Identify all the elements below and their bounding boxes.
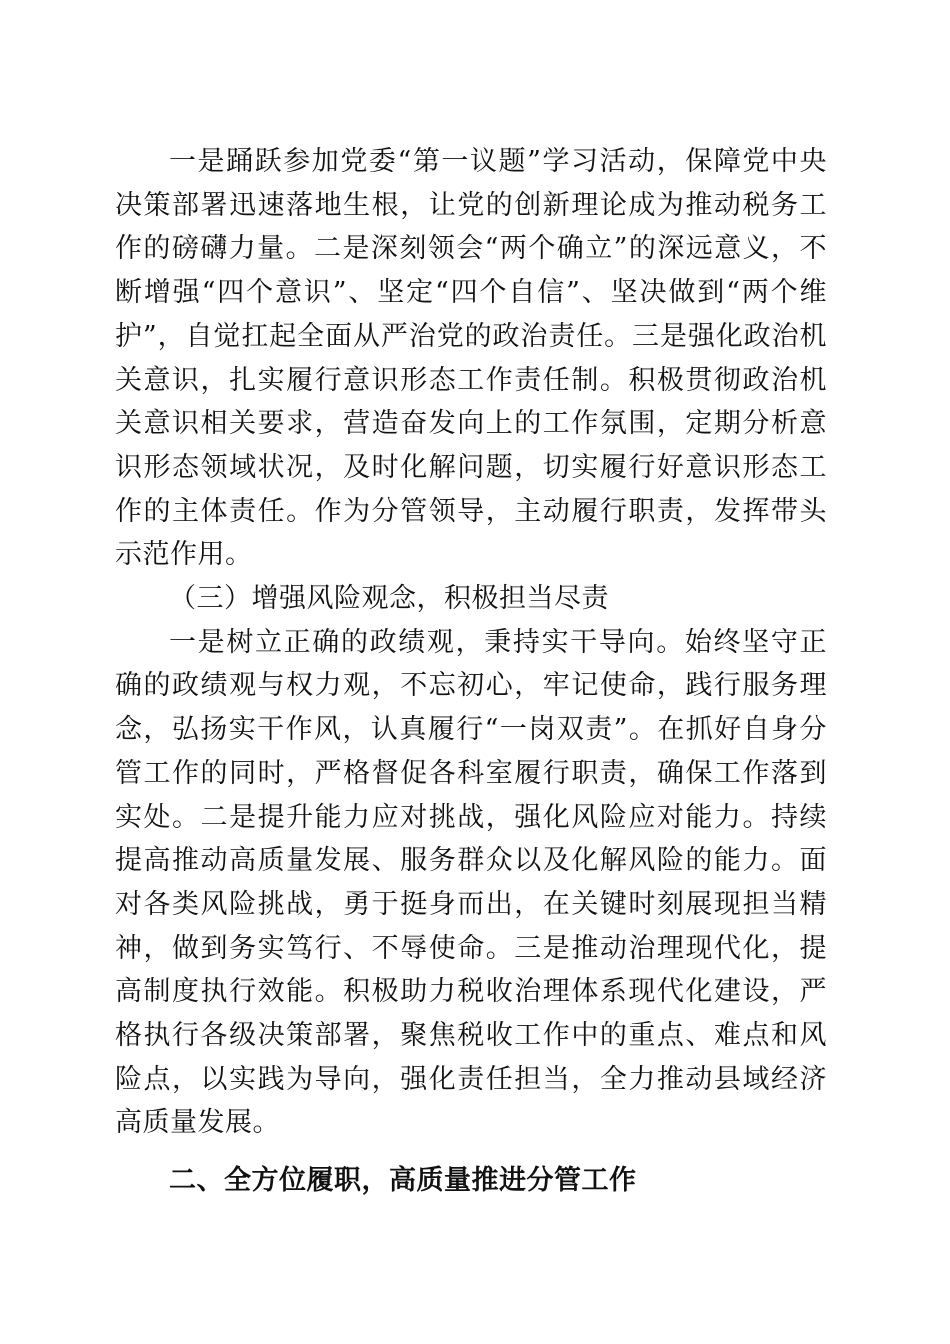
body-paragraph: 一是踊跃参加党委“第一议题”学习活动，保障党中央决策部署迅速落地生根，让党的创新理论成为推动税务工作的磅礴力量。二是深刻领会“两个确立”的深远意义，不断增强“四个意识”、坚定“四个自信”、坚决做到“两个维护”，自觉扛起全面从严治党的政治责任。三是强化政治机关意识，扎实履行意识形态工作责任制。积极贯彻政治机关意识相关要求，营造奋发向上的工作氛围，定期分析意识形态领域状况，及时化解问题，切实履行好意识形态工作的主体责任。作为分管领导，主动履行职责，发挥带头示范作用。 (115, 146, 827, 571)
document-body (115, 140, 827, 1203)
section-heading: 二、全方位履职，高质量推进分管工作 (169, 1165, 637, 1197)
subheading: （三）增强风险观念，积极担当尽责 (169, 583, 609, 615)
body-paragraph: 一是树立正确的政绩观，秉持实干导向。始终坚守正确的政绩观与权力观，不忘初心，牢记使命，践行服务理念，弘扬实干作风，认真履行“一岗双责”。在抓好自身分管工作的同时，严格督促各科室履行职责，确保工作落到实处。二是提升能力应对挑战，强化风险应对能力。持续提高推动高质量发展、服务群众以及化解风险的能力。面对各类风险挑战，勇于挺身而出，在关键时刻展现担当精神，做到务实笃行、不辱使命。三是推动治理现代化，提高制度执行效能。积极助力税收治理体系现代化建设，严格执行各级决策部署，聚焦税收工作中的重点、难点和风险点，以实践为导向，强化责任担当，全力推动县域经济高质量发展。 (115, 626, 827, 1139)
